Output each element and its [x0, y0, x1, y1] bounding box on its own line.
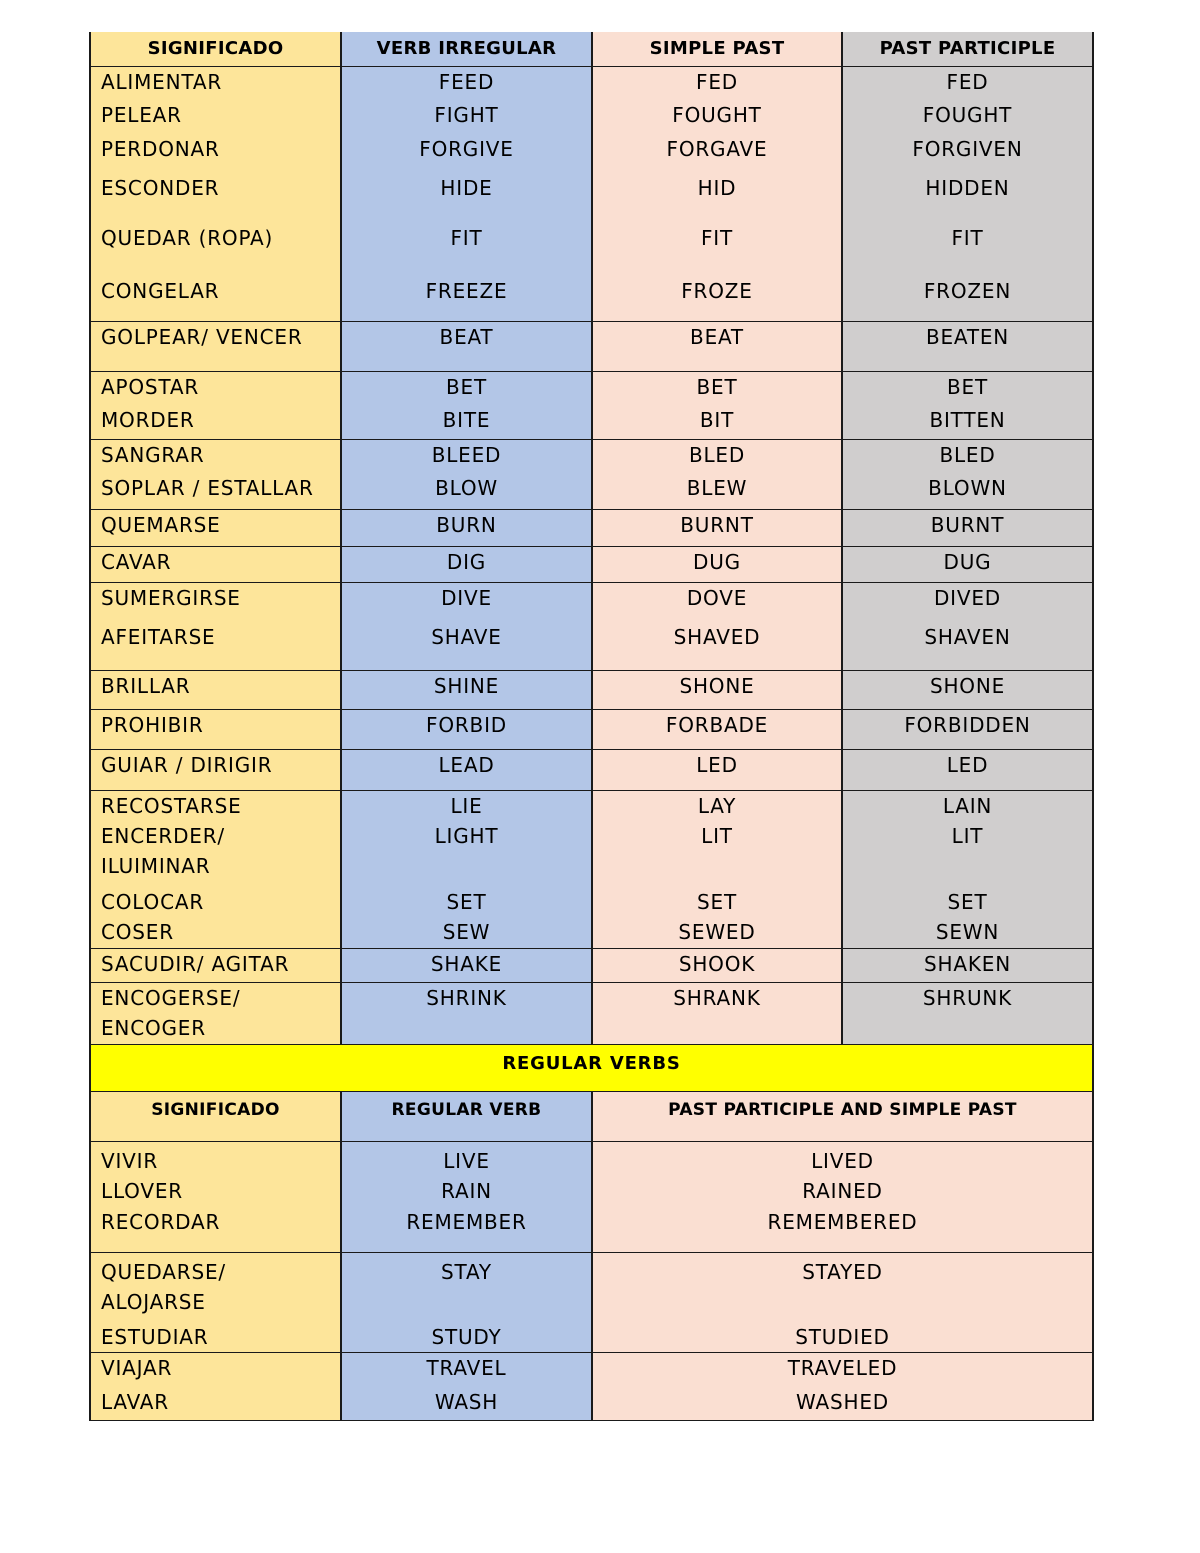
cell-simple-past-text: BET [696, 374, 738, 399]
cell-past-participle [842, 620, 1093, 670]
cell-meaning [90, 268, 341, 321]
table-row [90, 1317, 1093, 1353]
cell-simple-past [592, 134, 842, 168]
cell-simple-past-text: HID [697, 176, 737, 200]
cell-verb [341, 983, 592, 1045]
cell-meaning-text: PROHIBIR [101, 712, 204, 737]
cell-meaning-text: GUIAR / DIRIGIR [101, 752, 273, 777]
cell-past-text: REMEMBERED [767, 1210, 918, 1234]
cell-meaning [90, 709, 341, 749]
cell-past-participle [842, 168, 1093, 218]
cell-past-participle-text: FED [946, 69, 989, 94]
regular-verbs-section [90, 1045, 1093, 1142]
table-row [90, 100, 1093, 134]
header-simple-past: SIMPLE PAST [592, 32, 842, 66]
cell-simple-past [592, 790, 842, 821]
cell-verb [341, 790, 592, 821]
cell-verb-text: BET [446, 374, 487, 399]
cell-past-participle-text: FORGIVEN [912, 137, 1023, 161]
cell-past-participle-text: SHAVEN [924, 625, 1011, 649]
cell-verb [341, 821, 592, 881]
cell-past-text: WASHED [796, 1389, 889, 1414]
cell-verb-text: LIGHT [434, 823, 499, 848]
cell-verb [341, 473, 592, 509]
cell-past-participle [842, 100, 1093, 134]
cell-simple-past-text: SHRANK [673, 986, 761, 1010]
cell-past [592, 1387, 1093, 1421]
cell-verb [341, 881, 592, 917]
cell-verb [341, 321, 592, 371]
cell-meaning [90, 509, 341, 546]
cell-simple-past [592, 218, 842, 268]
table-row [90, 439, 1093, 473]
cell-past-participle-text: SHRUNK [922, 986, 1013, 1010]
cell-meaning [90, 100, 341, 134]
cell-meaning-text: PELEAR [101, 103, 182, 127]
cell-meaning-text: SUMERGIRSE [101, 585, 241, 610]
cell-meaning-text: AFEITARSE [101, 625, 216, 649]
cell-verb [341, 670, 592, 709]
table-row [90, 790, 1093, 821]
verb-document [89, 32, 1092, 1421]
cell-verb-text: LIE [450, 793, 483, 818]
cell-regular-verb [341, 1317, 592, 1353]
cell-past-participle-text: SET [947, 889, 988, 914]
cell-simple-past [592, 881, 842, 917]
cell-meaning [90, 749, 341, 790]
cell-verb [341, 405, 592, 439]
cell-meaning [90, 1317, 341, 1353]
cell-meaning-text: COLOCAR [101, 889, 205, 914]
cell-verb-text: FORBID [426, 712, 507, 737]
cell-past-text: LIVED [811, 1149, 874, 1173]
cell-meaning [90, 790, 341, 821]
cell-meaning [90, 1353, 341, 1387]
cell-simple-past-text: SHONE [679, 673, 755, 698]
table-row [90, 670, 1093, 709]
cell-meaning [90, 371, 341, 405]
cell-past-participle [842, 509, 1093, 546]
verbs-table [89, 32, 1094, 1421]
cell-meaning-text: QUEDARSE/ [101, 1259, 226, 1284]
cell-meaning-text: ESTUDIAR [101, 1325, 209, 1349]
cell-past-text: STAYED [802, 1259, 883, 1284]
cell-meaning-text: LAVAR [101, 1389, 169, 1414]
regular-verbs-banner: REGULAR VERBS [90, 1045, 1093, 1092]
cell-simple-past-text: SET [697, 889, 737, 914]
cell-verb-text: BLEED [431, 442, 502, 467]
cell-past-participle [842, 749, 1093, 790]
cell-meaning [90, 881, 341, 917]
cell-simple-past-text: BLEW [686, 476, 748, 500]
cell-past-participle-text: LIT [951, 823, 984, 848]
cell-regular-verb-text: STUDY [431, 1325, 502, 1349]
cell-past-participle [842, 134, 1093, 168]
regular-header-row [90, 1092, 1093, 1142]
cell-meaning-text: COSER [101, 919, 174, 944]
cell-verb-text: SHAVE [431, 625, 502, 649]
cell-past-participle [842, 218, 1093, 268]
irregular-verbs-body [90, 66, 1093, 1045]
cell-simple-past-text: SHOOK [678, 952, 756, 976]
cell-meaning [90, 168, 341, 218]
cell-verb-text: SHAKE [430, 952, 503, 976]
cell-past-text: RAINED [802, 1179, 883, 1203]
cell-verb [341, 439, 592, 473]
table-row [90, 473, 1093, 509]
cell-simple-past-text: BIT [699, 408, 735, 432]
cell-meaning-text: RECORDAR [101, 1210, 221, 1234]
cell-past-participle [842, 709, 1093, 749]
cell-past-participle-text: BET [947, 374, 988, 399]
cell-simple-past [592, 917, 842, 949]
cell-meaning [90, 1387, 341, 1421]
cell-simple-past-text: LIT [701, 823, 733, 848]
cell-meaning [90, 473, 341, 509]
cell-simple-past [592, 709, 842, 749]
cell-past-participle-text: SHONE [929, 673, 1006, 698]
table-row [90, 168, 1093, 218]
cell-meaning-text: QUEMARSE [101, 512, 221, 537]
cell-simple-past-text: FOUGHT [672, 103, 762, 127]
cell-regular-verb-text: REMEMBER [406, 1210, 527, 1234]
table-row [90, 582, 1093, 620]
cell-meaning-text: SOPLAR / ESTALLAR [101, 476, 314, 500]
table-row [90, 917, 1093, 949]
cell-verb [341, 509, 592, 546]
cell-past-participle [842, 405, 1093, 439]
cell-simple-past-text: FORGAVE [666, 137, 768, 161]
cell-simple-past [592, 321, 842, 371]
cell-verb-text: BITE [442, 408, 491, 432]
cell-verb-text: BEAT [439, 324, 494, 349]
cell-simple-past [592, 371, 842, 405]
cell-regular-verb-text: TRAVEL [426, 1356, 507, 1380]
cell-regular-verb [341, 1252, 592, 1317]
cell-meaning-text: GOLPEAR/ VENCER [101, 324, 303, 349]
cell-verb [341, 168, 592, 218]
cell-verb-text: SHRINK [426, 986, 507, 1010]
cell-meaning [90, 582, 341, 620]
cell-past-text: STUDIED [795, 1325, 890, 1349]
cell-past [592, 1252, 1093, 1317]
table-row [90, 66, 1093, 100]
cell-meaning [90, 949, 341, 983]
cell-verb-text: DIVE [441, 585, 492, 610]
cell-meaning-text: LLOVER [101, 1179, 183, 1203]
cell-past [592, 1142, 1093, 1177]
table-row [90, 881, 1093, 917]
cell-verb-text: FIGHT [434, 103, 499, 127]
cell-meaning-text: PERDONAR [101, 137, 220, 161]
cell-simple-past [592, 168, 842, 218]
table-row [90, 218, 1093, 268]
cell-meaning [90, 134, 341, 168]
cell-past-participle-text: SHAKEN [924, 952, 1011, 976]
cell-meaning-text: MORDER [101, 408, 195, 432]
cell-verb-text: SHINE [433, 673, 500, 698]
cell-past-participle-text: LAIN [942, 793, 993, 818]
cell-verb-text: HIDE [440, 176, 493, 200]
table-row [90, 709, 1093, 749]
cell-simple-past-text: BLED [688, 442, 746, 467]
cell-past-participle-text: SEWN [935, 919, 1000, 944]
cell-simple-past [592, 546, 842, 582]
table-row [90, 509, 1093, 546]
cell-meaning [90, 1207, 341, 1252]
cell-past-participle [842, 670, 1093, 709]
cell-meaning-text: VIAJAR [101, 1356, 173, 1380]
cell-past-participle [842, 881, 1093, 917]
cell-simple-past-text: LAY [697, 793, 737, 818]
cell-regular-verb [341, 1353, 592, 1387]
cell-simple-past [592, 983, 842, 1045]
cell-meaning-text: APOSTAR [101, 374, 200, 399]
table-row [90, 1252, 1093, 1317]
cell-past-participle-text: FOUGHT [922, 103, 1013, 127]
cell-past-participle-text: BURNT [930, 512, 1005, 537]
table-row [90, 371, 1093, 405]
cell-meaning-text: ENCERDER/ [101, 823, 225, 848]
table-row [90, 983, 1093, 1045]
cell-simple-past-text: BEAT [690, 324, 744, 349]
cell-meaning-text-line2: ILUIMINAR [101, 853, 211, 878]
cell-verb-text: FORGIVE [419, 137, 514, 161]
cell-verb-text: DIG [446, 549, 487, 574]
cell-past-participle [842, 821, 1093, 881]
cell-simple-past-text: BURNT [680, 512, 754, 537]
cell-regular-verb [341, 1176, 592, 1207]
cell-simple-past-text: FED [696, 69, 738, 94]
cell-past-participle-text: DUG [943, 549, 992, 574]
cell-verb-text: SET [446, 889, 487, 914]
cell-meaning-text: QUEDAR (ROPA) [101, 226, 274, 250]
cell-meaning [90, 983, 341, 1045]
cell-past [592, 1207, 1093, 1252]
cell-simple-past-text: FROZE [681, 279, 753, 303]
table-row [90, 749, 1093, 790]
cell-simple-past-text: SHAVED [673, 625, 761, 649]
cell-past-participle [842, 983, 1093, 1045]
cell-past [592, 1353, 1093, 1387]
cell-meaning [90, 66, 341, 100]
cell-meaning [90, 439, 341, 473]
table-row [90, 821, 1093, 881]
cell-verb-text: FREEZE [425, 279, 508, 303]
regular-header-past: PAST PARTICIPLE AND SIMPLE PAST [592, 1092, 1093, 1142]
cell-past-participle-text: BLOWN [928, 476, 1007, 500]
cell-verb [341, 582, 592, 620]
cell-past-text: TRAVELED [787, 1356, 898, 1380]
cell-simple-past [592, 582, 842, 620]
cell-simple-past [592, 670, 842, 709]
cell-simple-past [592, 821, 842, 881]
cell-past-participle-text: BITTEN [929, 408, 1006, 432]
cell-meaning-text-line2: ALOJARSE [101, 1289, 206, 1314]
cell-past-participle [842, 582, 1093, 620]
cell-verb [341, 134, 592, 168]
regular-verbs-body [90, 1142, 1093, 1421]
table-row [90, 1142, 1093, 1177]
cell-past-participle-text: BEATEN [925, 324, 1010, 349]
cell-verb [341, 546, 592, 582]
header-past-participle: PAST PARTICIPLE [842, 32, 1093, 66]
cell-verb [341, 371, 592, 405]
cell-simple-past-text: DOVE [686, 585, 748, 610]
cell-past-participle [842, 546, 1093, 582]
cell-simple-past [592, 268, 842, 321]
cell-meaning-text: SANGRAR [101, 442, 205, 467]
cell-meaning-text: BRILLAR [101, 673, 191, 698]
cell-simple-past-text: SEWED [678, 919, 756, 944]
cell-verb-text: FIT [450, 226, 483, 250]
cell-meaning [90, 321, 341, 371]
cell-simple-past [592, 749, 842, 790]
cell-past-participle [842, 917, 1093, 949]
cell-regular-verb-text: LIVE [443, 1149, 490, 1173]
cell-past-participle [842, 66, 1093, 100]
cell-verb [341, 66, 592, 100]
table-row [90, 405, 1093, 439]
cell-past-participle-text: BLED [939, 442, 996, 467]
cell-meaning-text: CONGELAR [101, 279, 220, 303]
cell-verb-text: LEAD [438, 752, 495, 777]
cell-past-participle [842, 268, 1093, 321]
cell-past-participle-text: FROZEN [923, 279, 1012, 303]
cell-meaning-text-line2: ENCOGER [101, 1016, 206, 1040]
cell-simple-past [592, 66, 842, 100]
cell-simple-past-text: DUG [693, 549, 741, 574]
cell-meaning [90, 917, 341, 949]
cell-simple-past [592, 509, 842, 546]
header-verb-irregular: VERB IRREGULAR [341, 32, 592, 66]
cell-past-participle [842, 790, 1093, 821]
cell-simple-past [592, 405, 842, 439]
cell-verb [341, 709, 592, 749]
table-row [90, 1387, 1093, 1421]
cell-past-participle [842, 439, 1093, 473]
cell-meaning-text: ESCONDER [101, 176, 220, 200]
cell-meaning-text: RECOSTARSE [101, 793, 242, 818]
cell-simple-past [592, 949, 842, 983]
table-row [90, 620, 1093, 670]
cell-meaning-text: ALIMENTAR [101, 69, 223, 94]
cell-meaning-text: SACUDIR/ AGITAR [101, 952, 290, 976]
cell-past-participle [842, 371, 1093, 405]
table-row [90, 321, 1093, 371]
table-row [90, 1207, 1093, 1252]
cell-verb [341, 218, 592, 268]
cell-past-participle-text: FIT [951, 226, 984, 250]
table-row [90, 1176, 1093, 1207]
cell-regular-verb [341, 1387, 592, 1421]
cell-verb-text: BLOW [435, 476, 498, 500]
cell-regular-verb [341, 1142, 592, 1177]
table-row [90, 546, 1093, 582]
cell-simple-past-text: FIT [700, 226, 734, 250]
cell-regular-verb-text: STAY [441, 1259, 492, 1284]
cell-verb-text: FEED [438, 69, 495, 94]
irregular-header-row [90, 32, 1093, 66]
regular-header-verb: REGULAR VERB [341, 1092, 592, 1142]
cell-meaning [90, 546, 341, 582]
cell-meaning-text: ENCOGERSE/ [101, 986, 241, 1010]
cell-simple-past [592, 473, 842, 509]
cell-meaning [90, 620, 341, 670]
cell-meaning-text: VIVIR [101, 1149, 159, 1173]
cell-verb-text: SEW [442, 919, 491, 944]
cell-verb-text: BURN [436, 512, 497, 537]
cell-simple-past-text: LED [696, 752, 738, 777]
cell-meaning [90, 218, 341, 268]
cell-past-participle [842, 321, 1093, 371]
cell-past-participle-text: LED [946, 752, 989, 777]
cell-verb [341, 749, 592, 790]
cell-meaning [90, 1252, 341, 1317]
cell-past-participle [842, 473, 1093, 509]
regular-header-meaning: SIGNIFICADO [90, 1092, 341, 1142]
regular-banner-row [90, 1045, 1093, 1092]
cell-verb [341, 100, 592, 134]
cell-meaning [90, 405, 341, 439]
cell-past [592, 1176, 1093, 1207]
cell-past-participle [842, 949, 1093, 983]
cell-past-participle-text: FORBIDDEN [904, 712, 1031, 737]
cell-regular-verb [341, 1207, 592, 1252]
cell-meaning [90, 821, 341, 881]
cell-meaning-text: CAVAR [101, 549, 172, 574]
cell-verb [341, 917, 592, 949]
cell-verb [341, 949, 592, 983]
cell-simple-past [592, 100, 842, 134]
table-row [90, 1353, 1093, 1387]
cell-simple-past [592, 620, 842, 670]
cell-verb [341, 268, 592, 321]
cell-verb [341, 620, 592, 670]
cell-meaning [90, 1142, 341, 1177]
cell-simple-past-text: FORBADE [665, 712, 769, 737]
table-row [90, 268, 1093, 321]
cell-regular-verb-text: RAIN [441, 1179, 492, 1203]
cell-meaning [90, 1176, 341, 1207]
header-meaning: SIGNIFICADO [90, 32, 341, 66]
cell-past-participle-text: DIVED [933, 585, 1002, 610]
cell-regular-verb-text: WASH [434, 1389, 499, 1414]
cell-simple-past [592, 439, 842, 473]
cell-past [592, 1317, 1093, 1353]
cell-meaning [90, 670, 341, 709]
table-row [90, 949, 1093, 983]
cell-past-participle-text: HIDDEN [925, 176, 1010, 200]
table-row [90, 134, 1093, 168]
